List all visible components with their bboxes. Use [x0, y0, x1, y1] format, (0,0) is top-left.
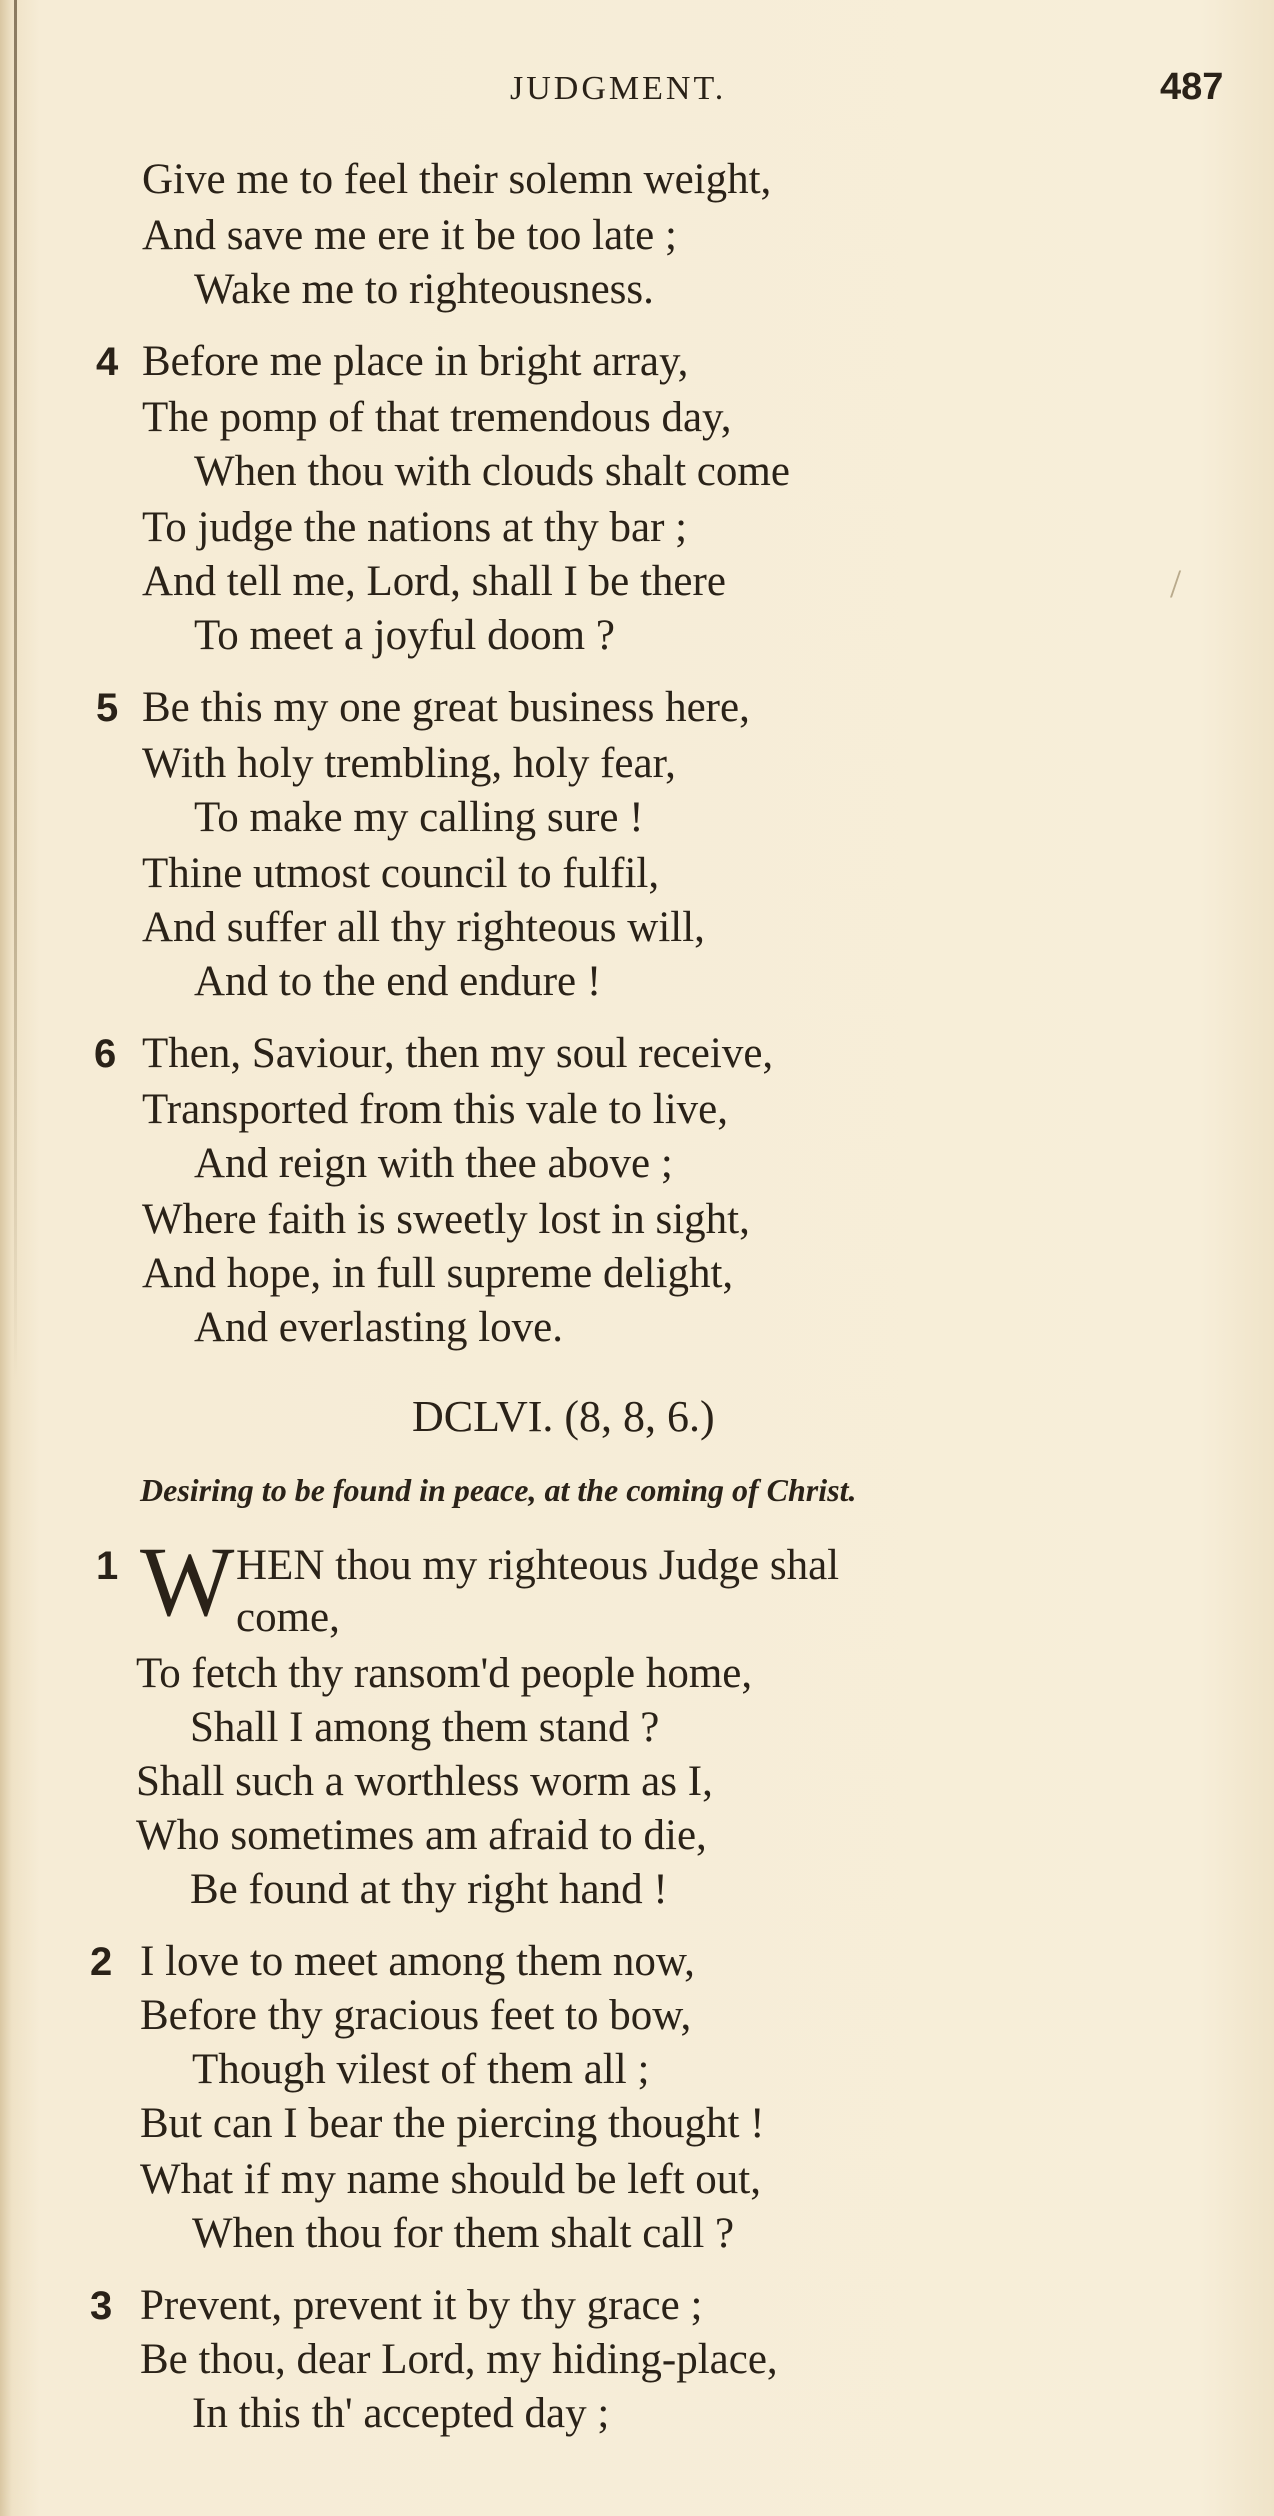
verse-line: And suffer all thy righteous will,: [142, 904, 705, 951]
verse-line: I love to meet among them now,: [140, 1938, 695, 1985]
verse-line: And everlasting love.: [194, 1304, 563, 1351]
stanza-number: 3: [90, 2284, 113, 2328]
verse-line: And save me ere it be too late ;: [142, 212, 677, 259]
stanza-number: 2: [90, 1940, 113, 1984]
stanza-number: 4: [96, 340, 119, 384]
verse-line: To judge the nations at thy bar ;: [142, 504, 688, 551]
verse-line: Be this my one great business here,: [142, 684, 750, 731]
hymn-subtitle: Desiring to be found in peace, at the coming of Christ.: [140, 1472, 857, 1508]
verse-line: And to the end endure !: [194, 958, 602, 1005]
verse-line: What if my name should be left out,: [140, 2156, 761, 2203]
verse-line: Thine utmost council to fulfil,: [142, 850, 660, 897]
verse-line: In this th' accepted day ;: [192, 2390, 610, 2437]
verse-line: Before me place in bright array,: [142, 338, 689, 385]
stanza-number: 1: [96, 1544, 119, 1588]
verse-line: To make my calling sure !: [194, 794, 644, 841]
hymn-title: DCLVI. (8, 8, 6.): [412, 1392, 715, 1441]
verse-line: Shall I among them stand ?: [190, 1704, 660, 1751]
verse-line: Transported from this vale to live,: [142, 1086, 729, 1133]
verse-line: And reign with thee above ;: [194, 1140, 673, 1187]
verse-line: HEN thou my righteous Judge shal: [236, 1542, 840, 1589]
verse-line: With holy trembling, holy fear,: [142, 740, 676, 787]
verse-line: Then, Saviour, then my soul receive,: [142, 1030, 774, 1077]
verse-line: And tell me, Lord, shall I be there: [142, 558, 726, 605]
verse-line: come,: [236, 1594, 340, 1641]
verse-line: Prevent, prevent it by thy grace ;: [140, 2282, 703, 2329]
page-edge-shadow: [14, 0, 17, 1380]
stanza-number: 6: [94, 1032, 117, 1076]
verse-line: Before thy gracious feet to bow,: [140, 1992, 692, 2039]
verse-line: Wake me to righteousness.: [194, 266, 654, 313]
drop-cap: W: [140, 1526, 235, 1637]
verse-line: Who sometimes am afraid to die,: [136, 1812, 707, 1859]
verse-line: To fetch thy ransom'd people home,: [136, 1650, 753, 1697]
stanza-number: 5: [96, 686, 119, 730]
verse-line: To meet a joyful doom ?: [194, 612, 615, 659]
verse-line: Give me to feel their solemn weight,: [142, 156, 772, 203]
verse-line: And hope, in full supreme delight,: [142, 1250, 734, 1297]
verse-line: Shall such a worthless worm as I,: [136, 1758, 713, 1805]
verse-line: But can I bear the piercing thought !: [140, 2100, 765, 2147]
running-head: JUDGMENT.: [510, 70, 727, 107]
page-number: 487: [1160, 66, 1224, 108]
verse-line: When thou for them shalt call ?: [192, 2210, 735, 2257]
verse-line: Though vilest of them all ;: [192, 2046, 650, 2093]
verse-line: Be found at thy right hand !: [190, 1866, 668, 1913]
verse-line: The pomp of that tremendous day,: [142, 394, 732, 441]
page-header: [0, 60, 1274, 120]
verse-line: Be thou, dear Lord, my hiding-place,: [140, 2336, 778, 2383]
verse-line: When thou with clouds shalt come: [194, 448, 790, 495]
verse-line: Where faith is sweetly lost in sight,: [142, 1196, 750, 1243]
margin-pencil-mark: /: [1170, 561, 1182, 606]
